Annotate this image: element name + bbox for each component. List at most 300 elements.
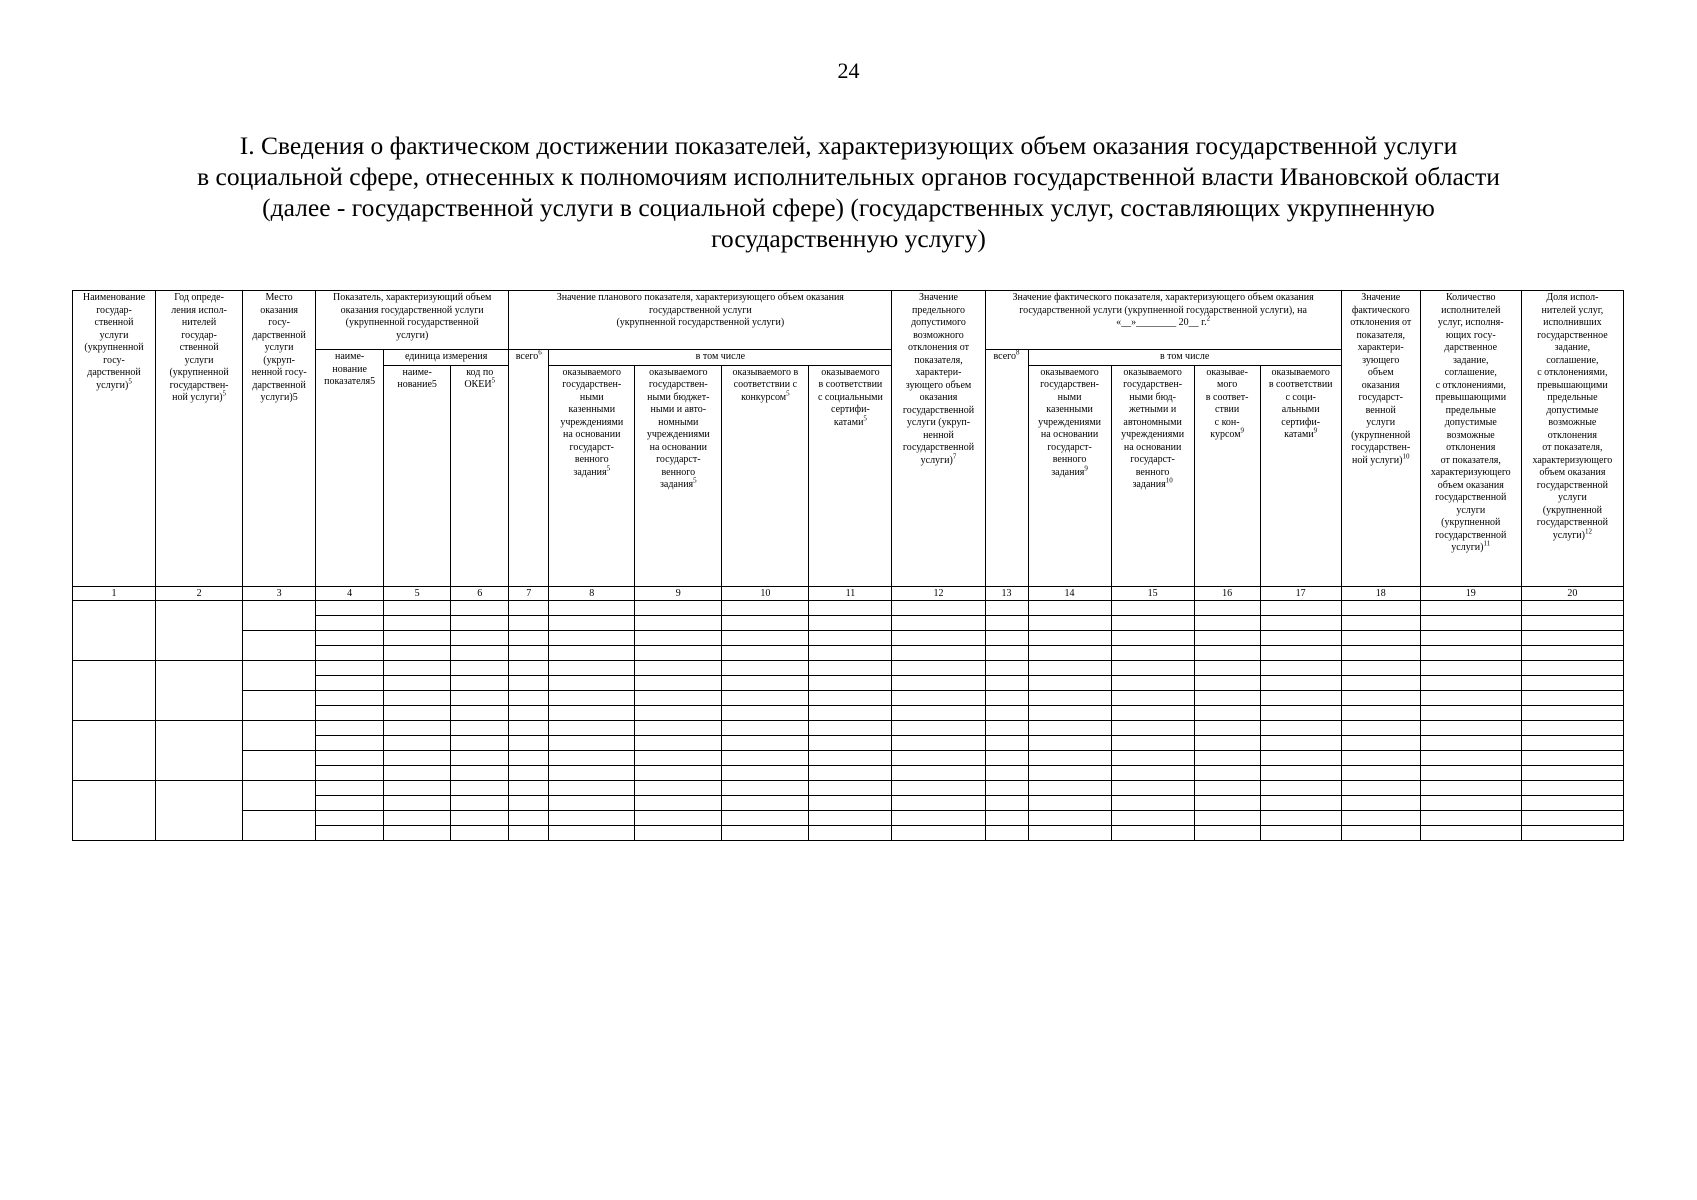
table-cell bbox=[1194, 615, 1260, 630]
column-number: 8 bbox=[549, 586, 635, 600]
table-cell bbox=[892, 660, 985, 675]
table-cell bbox=[722, 630, 809, 645]
table-cell bbox=[722, 750, 809, 765]
table-cell bbox=[509, 795, 549, 810]
table-cell bbox=[1260, 660, 1341, 675]
table-cell bbox=[509, 705, 549, 720]
table-cell bbox=[1420, 795, 1521, 810]
table-cell bbox=[549, 795, 635, 810]
table-cell bbox=[384, 675, 451, 690]
table-cell bbox=[809, 825, 892, 840]
table-cell bbox=[722, 780, 809, 795]
table-cell bbox=[635, 795, 722, 810]
table-cell bbox=[549, 810, 635, 825]
table-cell bbox=[243, 720, 316, 750]
table-cell bbox=[1521, 690, 1623, 705]
table-cell bbox=[73, 780, 156, 840]
table-cell bbox=[451, 735, 509, 750]
table-cell bbox=[1194, 795, 1260, 810]
table-cell bbox=[1111, 660, 1194, 675]
table-cell bbox=[1521, 780, 1623, 795]
table-cell bbox=[635, 660, 722, 675]
table-cell bbox=[316, 690, 384, 705]
table-cell bbox=[1111, 720, 1194, 735]
table-cell bbox=[316, 660, 384, 675]
table-cell bbox=[316, 765, 384, 780]
table-cell bbox=[1521, 600, 1623, 615]
table-cell bbox=[1028, 765, 1111, 780]
table-cell bbox=[1521, 645, 1623, 660]
table-cell bbox=[1420, 690, 1521, 705]
table-cell bbox=[1028, 675, 1111, 690]
table-cell bbox=[722, 765, 809, 780]
table-cell bbox=[892, 825, 985, 840]
table-cell bbox=[635, 765, 722, 780]
table-cell bbox=[1341, 630, 1420, 645]
table-cell bbox=[809, 750, 892, 765]
table-cell bbox=[316, 615, 384, 630]
table-cell bbox=[985, 780, 1028, 795]
table-cell bbox=[1341, 780, 1420, 795]
table-cell bbox=[1521, 660, 1623, 675]
table-cell bbox=[1111, 630, 1194, 645]
table-cell bbox=[509, 825, 549, 840]
table-cell bbox=[316, 630, 384, 645]
table-cell bbox=[549, 645, 635, 660]
column-number: 11 bbox=[809, 586, 892, 600]
table-cell bbox=[635, 720, 722, 735]
table-cell bbox=[243, 630, 316, 660]
table-cell bbox=[1341, 645, 1420, 660]
table-cell bbox=[985, 660, 1028, 675]
table-cell bbox=[1194, 825, 1260, 840]
table-cell bbox=[1194, 750, 1260, 765]
table-cell bbox=[509, 735, 549, 750]
table-cell bbox=[156, 600, 243, 660]
table-cell bbox=[1260, 615, 1341, 630]
table-cell bbox=[1341, 600, 1420, 615]
table-cell bbox=[1028, 645, 1111, 660]
table-cell bbox=[1521, 825, 1623, 840]
table-row bbox=[73, 780, 1624, 795]
table-cell bbox=[1341, 705, 1420, 720]
table-cell bbox=[1028, 690, 1111, 705]
column-number: 14 bbox=[1028, 586, 1111, 600]
title-line: в социальной сфере, отнесенных к полномочиям исполнительных органов государственной власти Ивановской области bbox=[197, 162, 1500, 191]
table-cell bbox=[1420, 675, 1521, 690]
table-cell bbox=[156, 720, 243, 780]
table-cell bbox=[985, 630, 1028, 645]
column-number: 20 bbox=[1521, 586, 1623, 600]
table-cell bbox=[1260, 630, 1341, 645]
table-cell bbox=[451, 795, 509, 810]
table-cell bbox=[1521, 630, 1623, 645]
table-cell bbox=[1260, 675, 1341, 690]
column-number: 17 bbox=[1260, 586, 1341, 600]
section-title bbox=[90, 130, 1607, 254]
table-row bbox=[73, 750, 1624, 765]
report-form-table bbox=[72, 290, 1624, 841]
table-cell bbox=[1341, 765, 1420, 780]
table-cell bbox=[1521, 675, 1623, 690]
header-fact-group: Значение фактического показателя, характеризующего объем оказания государственной услуги (укрупненной государственной услуги), на «__»________ 20__ г.$^2$ bbox=[985, 291, 1341, 350]
table-cell bbox=[1194, 810, 1260, 825]
table-cell bbox=[451, 615, 509, 630]
table-cell bbox=[722, 645, 809, 660]
table-cell bbox=[1028, 780, 1111, 795]
table-cell bbox=[1420, 825, 1521, 840]
column-number: 5 bbox=[384, 586, 451, 600]
table-cell bbox=[722, 810, 809, 825]
table-cell bbox=[892, 765, 985, 780]
table-cell bbox=[451, 750, 509, 765]
table-cell bbox=[509, 630, 549, 645]
table-cell bbox=[549, 600, 635, 615]
table-row bbox=[73, 720, 1624, 735]
blank-data-rows bbox=[73, 600, 1624, 840]
table-cell bbox=[1420, 660, 1521, 675]
header-unit-name: наиме- нование5 bbox=[384, 365, 451, 586]
header-fact-certificates: оказываемого в соответствии с соци- альными сертифи- катами$^9$ bbox=[1260, 365, 1341, 586]
table-cell bbox=[1194, 780, 1260, 795]
table-cell bbox=[316, 750, 384, 765]
table-cell bbox=[509, 615, 549, 630]
table-cell bbox=[809, 705, 892, 720]
table-cell bbox=[985, 705, 1028, 720]
table-cell bbox=[635, 735, 722, 750]
column-number: 9 bbox=[635, 586, 722, 600]
header-plan-total: всего$^6$ bbox=[509, 350, 549, 587]
table-cell bbox=[316, 645, 384, 660]
table-cell bbox=[549, 735, 635, 750]
table-cell bbox=[1111, 810, 1194, 825]
table-cell bbox=[451, 780, 509, 795]
table-cell bbox=[1341, 735, 1420, 750]
table-cell bbox=[549, 615, 635, 630]
table-cell bbox=[1194, 720, 1260, 735]
table-cell bbox=[892, 675, 985, 690]
table-cell bbox=[892, 615, 985, 630]
table-cell bbox=[384, 630, 451, 645]
table-cell bbox=[892, 690, 985, 705]
table-cell bbox=[384, 690, 451, 705]
table-cell bbox=[809, 690, 892, 705]
table-cell bbox=[985, 735, 1028, 750]
table-cell bbox=[316, 795, 384, 810]
table-cell bbox=[1260, 810, 1341, 825]
table-cell bbox=[809, 795, 892, 810]
table-cell bbox=[451, 810, 509, 825]
header-fact-including: в том числе bbox=[1028, 350, 1341, 366]
table-cell bbox=[635, 690, 722, 705]
table-cell bbox=[243, 810, 316, 840]
table-cell bbox=[384, 810, 451, 825]
table-cell bbox=[1028, 660, 1111, 675]
table-cell bbox=[1260, 705, 1341, 720]
table-cell bbox=[892, 600, 985, 615]
table-cell bbox=[451, 825, 509, 840]
column-number: 15 bbox=[1111, 586, 1194, 600]
table-cell bbox=[635, 825, 722, 840]
table-cell bbox=[549, 675, 635, 690]
table-cell bbox=[722, 600, 809, 615]
table-cell bbox=[549, 690, 635, 705]
column-number: 19 bbox=[1420, 586, 1521, 600]
table-cell bbox=[809, 780, 892, 795]
table-cell bbox=[1260, 795, 1341, 810]
table-cell bbox=[985, 600, 1028, 615]
table-cell bbox=[1028, 600, 1111, 615]
table-cell bbox=[1260, 600, 1341, 615]
table-cell bbox=[1194, 630, 1260, 645]
table-cell bbox=[1341, 810, 1420, 825]
table-cell bbox=[635, 750, 722, 765]
header-plan-kazennye: оказываемого государствен- ными казенными учреждениями на основании государст- венного задания$^5$ bbox=[549, 365, 635, 586]
table-cell bbox=[384, 825, 451, 840]
table-cell bbox=[451, 765, 509, 780]
table-cell bbox=[985, 810, 1028, 825]
table-cell bbox=[549, 825, 635, 840]
table-cell bbox=[549, 630, 635, 645]
table-cell bbox=[549, 720, 635, 735]
table-cell bbox=[1341, 660, 1420, 675]
table-cell bbox=[985, 690, 1028, 705]
table-row bbox=[73, 690, 1624, 705]
table-cell bbox=[1420, 645, 1521, 660]
table-cell bbox=[1521, 735, 1623, 750]
column-number: 7 bbox=[509, 586, 549, 600]
table-cell bbox=[384, 795, 451, 810]
table-cell bbox=[156, 780, 243, 840]
table-cell bbox=[1028, 750, 1111, 765]
table-cell bbox=[722, 825, 809, 840]
table-cell bbox=[1341, 615, 1420, 630]
table-cell bbox=[1111, 615, 1194, 630]
header-indicator-name: наиме- нование показателя5 bbox=[316, 350, 384, 587]
table-cell bbox=[1028, 795, 1111, 810]
column-number: 10 bbox=[722, 586, 809, 600]
table-cell bbox=[509, 750, 549, 765]
table-cell bbox=[635, 780, 722, 795]
table-cell bbox=[1521, 765, 1623, 780]
table-cell bbox=[985, 765, 1028, 780]
table-cell bbox=[316, 780, 384, 795]
table-cell bbox=[1341, 795, 1420, 810]
table-cell bbox=[384, 720, 451, 735]
column-number: 13 bbox=[985, 586, 1028, 600]
table-cell bbox=[1341, 750, 1420, 765]
table-cell bbox=[1420, 630, 1521, 645]
table-cell bbox=[243, 660, 316, 690]
header-fact-budget: оказываемого государствен- ными бюд- жетными и автономными учреждениями на основании государст- венного задания$^{10}$ bbox=[1111, 365, 1194, 586]
header-year: Год опреде- ления испол- нителей государ- ственной услуги (укрупненной государствен- ной услуги)$^5$ bbox=[156, 291, 243, 587]
table-cell bbox=[1260, 750, 1341, 765]
table-cell bbox=[549, 780, 635, 795]
table-cell bbox=[1111, 750, 1194, 765]
header-fact-contest: оказывае- мого в соответ- ствии с кон- курсом$^9$ bbox=[1194, 365, 1260, 586]
table-cell bbox=[1521, 795, 1623, 810]
table-cell bbox=[1521, 720, 1623, 735]
table-cell bbox=[451, 705, 509, 720]
table-cell bbox=[1260, 735, 1341, 750]
table-cell bbox=[1420, 735, 1521, 750]
table-cell bbox=[1420, 705, 1521, 720]
header-indicator-group: Показатель, характеризующий объем оказания государственной услуги (укрупненной государственной услуги) bbox=[316, 291, 509, 350]
table-cell bbox=[509, 720, 549, 735]
table-row bbox=[73, 810, 1624, 825]
table-cell bbox=[1194, 645, 1260, 660]
table-cell bbox=[1521, 810, 1623, 825]
table-cell bbox=[1260, 780, 1341, 795]
table-cell bbox=[809, 630, 892, 645]
table-cell bbox=[722, 720, 809, 735]
table-cell bbox=[509, 645, 549, 660]
table-cell bbox=[635, 630, 722, 645]
table-cell bbox=[1028, 825, 1111, 840]
table-cell bbox=[1521, 705, 1623, 720]
table-cell bbox=[384, 645, 451, 660]
table-cell bbox=[1521, 750, 1623, 765]
table-cell bbox=[384, 615, 451, 630]
table-cell bbox=[892, 780, 985, 795]
column-number: 12 bbox=[892, 586, 985, 600]
table-cell bbox=[1028, 630, 1111, 645]
table-row bbox=[73, 630, 1624, 645]
table-cell bbox=[451, 660, 509, 675]
table-cell bbox=[892, 645, 985, 660]
column-number: 4 bbox=[316, 586, 384, 600]
table-cell bbox=[1420, 780, 1521, 795]
table-cell bbox=[243, 600, 316, 630]
table-cell bbox=[722, 705, 809, 720]
title-line: государственную услугу) bbox=[711, 224, 986, 253]
column-number: 18 bbox=[1341, 586, 1420, 600]
table-cell bbox=[1341, 825, 1420, 840]
header-fact-total: всего$^8$ bbox=[985, 350, 1028, 587]
column-numbers-row bbox=[73, 586, 1624, 600]
header-unit-group: единица измерения bbox=[384, 350, 509, 366]
table-cell bbox=[316, 600, 384, 615]
table-cell bbox=[1028, 720, 1111, 735]
table-cell bbox=[1260, 645, 1341, 660]
table-cell bbox=[635, 705, 722, 720]
header-plan-budget: оказываемого государствен- ными бюджет- ными и авто- номными учреждениями на основании государст- венного задания$^5$ bbox=[635, 365, 722, 586]
table-cell bbox=[985, 750, 1028, 765]
table-cell bbox=[809, 675, 892, 690]
table-cell bbox=[1521, 615, 1623, 630]
table-cell bbox=[316, 720, 384, 735]
table-cell bbox=[451, 690, 509, 705]
table-cell bbox=[509, 600, 549, 615]
table-cell bbox=[384, 660, 451, 675]
table-cell bbox=[809, 720, 892, 735]
table-cell bbox=[985, 720, 1028, 735]
table-cell bbox=[243, 690, 316, 720]
table-cell bbox=[1194, 735, 1260, 750]
table-cell bbox=[1111, 690, 1194, 705]
header-service-name: Наименование государ- ственной услуги (укрупненной госу- дарственной услуги)$^5$ bbox=[73, 291, 156, 587]
table-cell bbox=[985, 795, 1028, 810]
table-cell bbox=[1420, 750, 1521, 765]
table-cell bbox=[451, 630, 509, 645]
header-place: Место оказания госу- дарственной услуги (укруп- ненной госу- дарственной услуги)5 bbox=[243, 291, 316, 587]
table-cell bbox=[451, 645, 509, 660]
column-number: 1 bbox=[73, 586, 156, 600]
table-cell bbox=[635, 810, 722, 825]
table-cell bbox=[1420, 810, 1521, 825]
table-cell bbox=[892, 720, 985, 735]
header-okei-code: код по ОКЕИ$^5$ bbox=[451, 365, 509, 586]
table-cell bbox=[1341, 690, 1420, 705]
table-cell bbox=[384, 765, 451, 780]
table-cell bbox=[1194, 675, 1260, 690]
table-cell bbox=[985, 825, 1028, 840]
header-max-deviation: Значение предельного допустимого возможного отклонения от показателя, характери- зующего объем оказания государственной услуги (укруп- ненной государственной услуги)$^7$ bbox=[892, 291, 985, 587]
table-cell bbox=[635, 600, 722, 615]
table-cell bbox=[1260, 720, 1341, 735]
table-cell bbox=[1111, 735, 1194, 750]
table-cell bbox=[722, 735, 809, 750]
table-cell bbox=[1111, 795, 1194, 810]
column-number: 3 bbox=[243, 586, 316, 600]
table-cell bbox=[1194, 705, 1260, 720]
table-cell bbox=[809, 615, 892, 630]
table-row bbox=[73, 660, 1624, 675]
table-cell bbox=[809, 660, 892, 675]
table-cell bbox=[316, 675, 384, 690]
page-number: 24 bbox=[837, 58, 860, 83]
table-cell bbox=[73, 600, 156, 660]
table-cell bbox=[509, 660, 549, 675]
table-cell bbox=[549, 750, 635, 765]
table-cell bbox=[892, 735, 985, 750]
table-cell bbox=[384, 735, 451, 750]
table-cell bbox=[156, 660, 243, 720]
table-cell bbox=[316, 705, 384, 720]
table-cell bbox=[1194, 765, 1260, 780]
table-cell bbox=[1194, 660, 1260, 675]
table-cell bbox=[1341, 720, 1420, 735]
table-cell bbox=[509, 675, 549, 690]
table-cell bbox=[1260, 690, 1341, 705]
table-cell bbox=[1111, 600, 1194, 615]
header-plan-including: в том числе bbox=[549, 350, 892, 366]
header-fact-kazennye: оказываемого государствен- ными казенными учреждениями на основании государст- венного задания$^9$ bbox=[1028, 365, 1111, 586]
table-cell bbox=[384, 780, 451, 795]
table-cell bbox=[1420, 615, 1521, 630]
table-cell bbox=[809, 810, 892, 825]
table-cell bbox=[722, 660, 809, 675]
table-cell bbox=[635, 615, 722, 630]
column-number: 6 bbox=[451, 586, 509, 600]
table-cell bbox=[1028, 735, 1111, 750]
table-cell bbox=[243, 780, 316, 810]
table-cell bbox=[1111, 780, 1194, 795]
column-number: 16 bbox=[1194, 586, 1260, 600]
table-cell bbox=[451, 720, 509, 735]
table-cell bbox=[73, 720, 156, 780]
table-cell bbox=[384, 600, 451, 615]
header-actual-deviation: Значение фактического отклонения от показателя, характери- зующего объем оказания государст- венной услуги (укрупненной государствен- ной услуги)$^{10}$ bbox=[1341, 291, 1420, 587]
table-cell bbox=[892, 750, 985, 765]
table-cell bbox=[635, 645, 722, 660]
table-cell bbox=[1111, 645, 1194, 660]
table-cell bbox=[73, 660, 156, 720]
table-cell bbox=[1028, 705, 1111, 720]
header-plan-group: Значение планового показателя, характеризующего объем оказания государственной услуги (укрупненной государственной услуги) bbox=[509, 291, 892, 350]
table-cell bbox=[809, 765, 892, 780]
table-cell bbox=[722, 795, 809, 810]
